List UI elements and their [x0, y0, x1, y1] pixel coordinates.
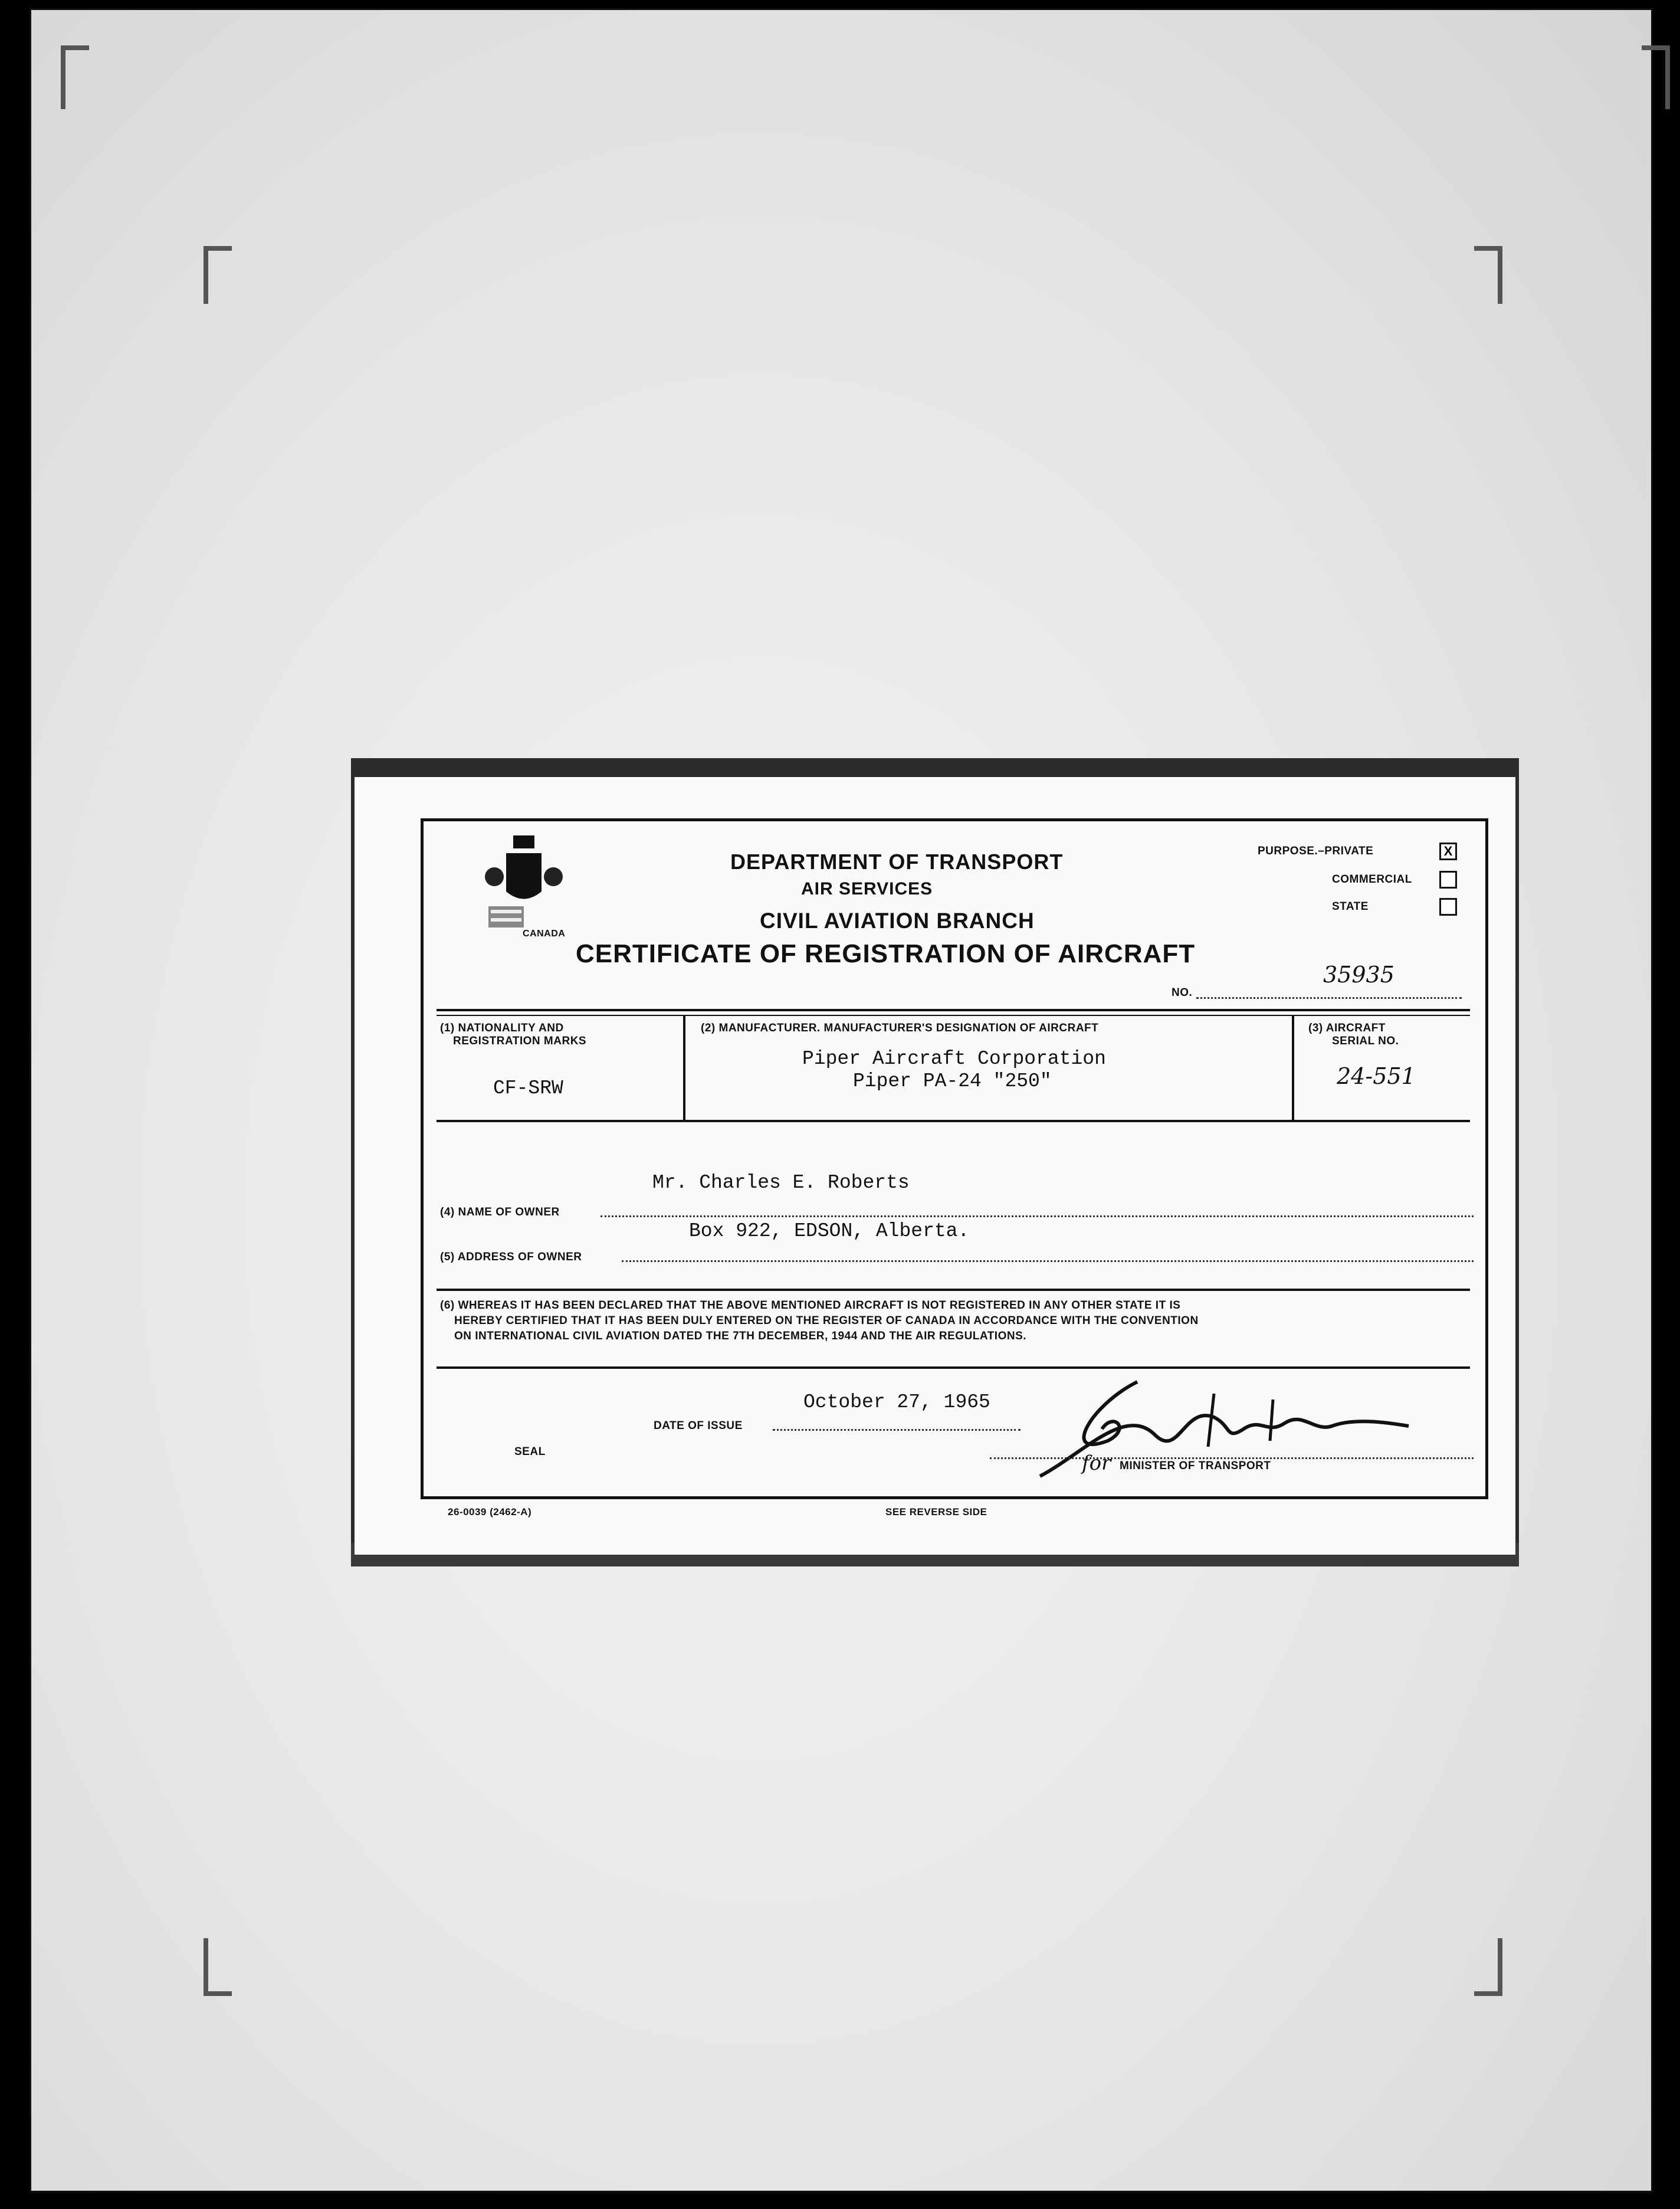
department-heading: DEPARTMENT OF TRANSPORT [730, 850, 1064, 874]
manufacturer-value: Piper Aircraft Corporation [802, 1048, 1106, 1070]
date-of-issue-value: October 27, 1965 [803, 1391, 990, 1413]
certificate-no-value: 35935 [1323, 962, 1394, 988]
owner-address-dotted-line [622, 1260, 1474, 1262]
private-checkbox: X [1439, 843, 1457, 860]
table-top-rule-thin [437, 1015, 1470, 1016]
certificate-title: CERTIFICATE OF REGISTRATION OF AIRCRAFT [576, 939, 1196, 968]
table-divider-2 [1292, 1016, 1294, 1120]
owner-address-label: (5) ADDRESS OF OWNER [440, 1251, 582, 1263]
declaration-line-2: HEREBY CERTIFIED THAT IT HAS BEEN DULY ENTERED ON THE REGISTER OF CANADA IN ACCORDANCE WITH THE CONVENTION [454, 1315, 1199, 1327]
seal-label: SEAL [514, 1446, 546, 1458]
registration-marks-value: CF-SRW [493, 1077, 563, 1099]
canada-coat-of-arms-icon [483, 835, 565, 936]
serial-label-line1: (3) AIRCRAFT [1308, 1022, 1386, 1034]
table-bottom-rule [437, 1120, 1470, 1122]
table-top-rule [437, 1009, 1470, 1011]
declaration-top-rule [437, 1289, 1470, 1291]
declaration-line-1: (6) WHEREAS IT HAS BEEN DECLARED THAT THE ABOVE MENTIONED AIRCRAFT IS NOT REGISTERED IN ANY OTHER STATE IT IS [440, 1299, 1181, 1312]
air-services-heading: AIR SERVICES [801, 879, 933, 899]
crop-mark-bottom-right [1474, 1938, 1502, 1996]
for-label: for [1082, 1451, 1111, 1475]
minister-label: MINISTER OF TRANSPORT [1120, 1460, 1271, 1472]
crop-mark-bottom-left [204, 1938, 232, 1996]
serial-number-value: 24-551 [1337, 1063, 1416, 1089]
certificate-no-label: NO. [1172, 986, 1193, 999]
nationality-label-line2: REGISTRATION MARKS [453, 1035, 587, 1047]
form-number: 26-0039 (2462-A) [448, 1506, 532, 1518]
crop-mark-top-right-outer [1642, 45, 1670, 109]
crop-mark-top-right [1474, 246, 1502, 304]
owner-name-label: (4) NAME OF OWNER [440, 1206, 560, 1218]
aircraft-designation-value: Piper PA-24 "250" [853, 1070, 1052, 1092]
crop-mark-top-left [204, 246, 232, 304]
commercial-checkbox [1439, 871, 1457, 889]
table-divider-1 [683, 1016, 685, 1120]
owner-address-value: Box 922, EDSON, Alberta. [689, 1220, 970, 1242]
date-dotted-line [773, 1429, 1021, 1431]
crest-label: CANADA [523, 929, 566, 939]
purpose-private-label: PURPOSE.–PRIVATE [1258, 845, 1374, 857]
certificate-frame [421, 818, 1488, 1499]
state-label: STATE [1332, 900, 1369, 913]
declaration-bottom-rule [437, 1366, 1470, 1369]
date-of-issue-label: DATE OF ISSUE [654, 1420, 743, 1432]
nationality-label-line1: (1) NATIONALITY AND [440, 1022, 564, 1034]
serial-label-line2: SERIAL NO. [1332, 1035, 1399, 1047]
owner-name-dotted-line [601, 1215, 1474, 1217]
declaration-line-3: ON INTERNATIONAL CIVIL AVIATION DATED THE 7TH DECEMBER, 1944 AND THE AIR REGULATIONS. [454, 1330, 1027, 1342]
see-reverse-side-label: SEE REVERSE SIDE [885, 1506, 987, 1518]
signature-dotted-line [990, 1457, 1474, 1459]
commercial-label: COMMERCIAL [1332, 873, 1412, 886]
scanned-page [29, 8, 1653, 2192]
owner-name-value: Mr. Charles E. Roberts [652, 1172, 910, 1194]
no-dotted-line [1196, 997, 1462, 999]
manufacturer-label: (2) MANUFACTURER. MANUFACTURER'S DESIGNATION OF AIRCRAFT [701, 1022, 1099, 1034]
registration-certificate-card [355, 777, 1515, 1555]
branch-heading: CIVIL AVIATION BRANCH [760, 909, 1035, 933]
crop-mark-top-left-outer [61, 45, 89, 109]
state-checkbox [1439, 898, 1457, 916]
